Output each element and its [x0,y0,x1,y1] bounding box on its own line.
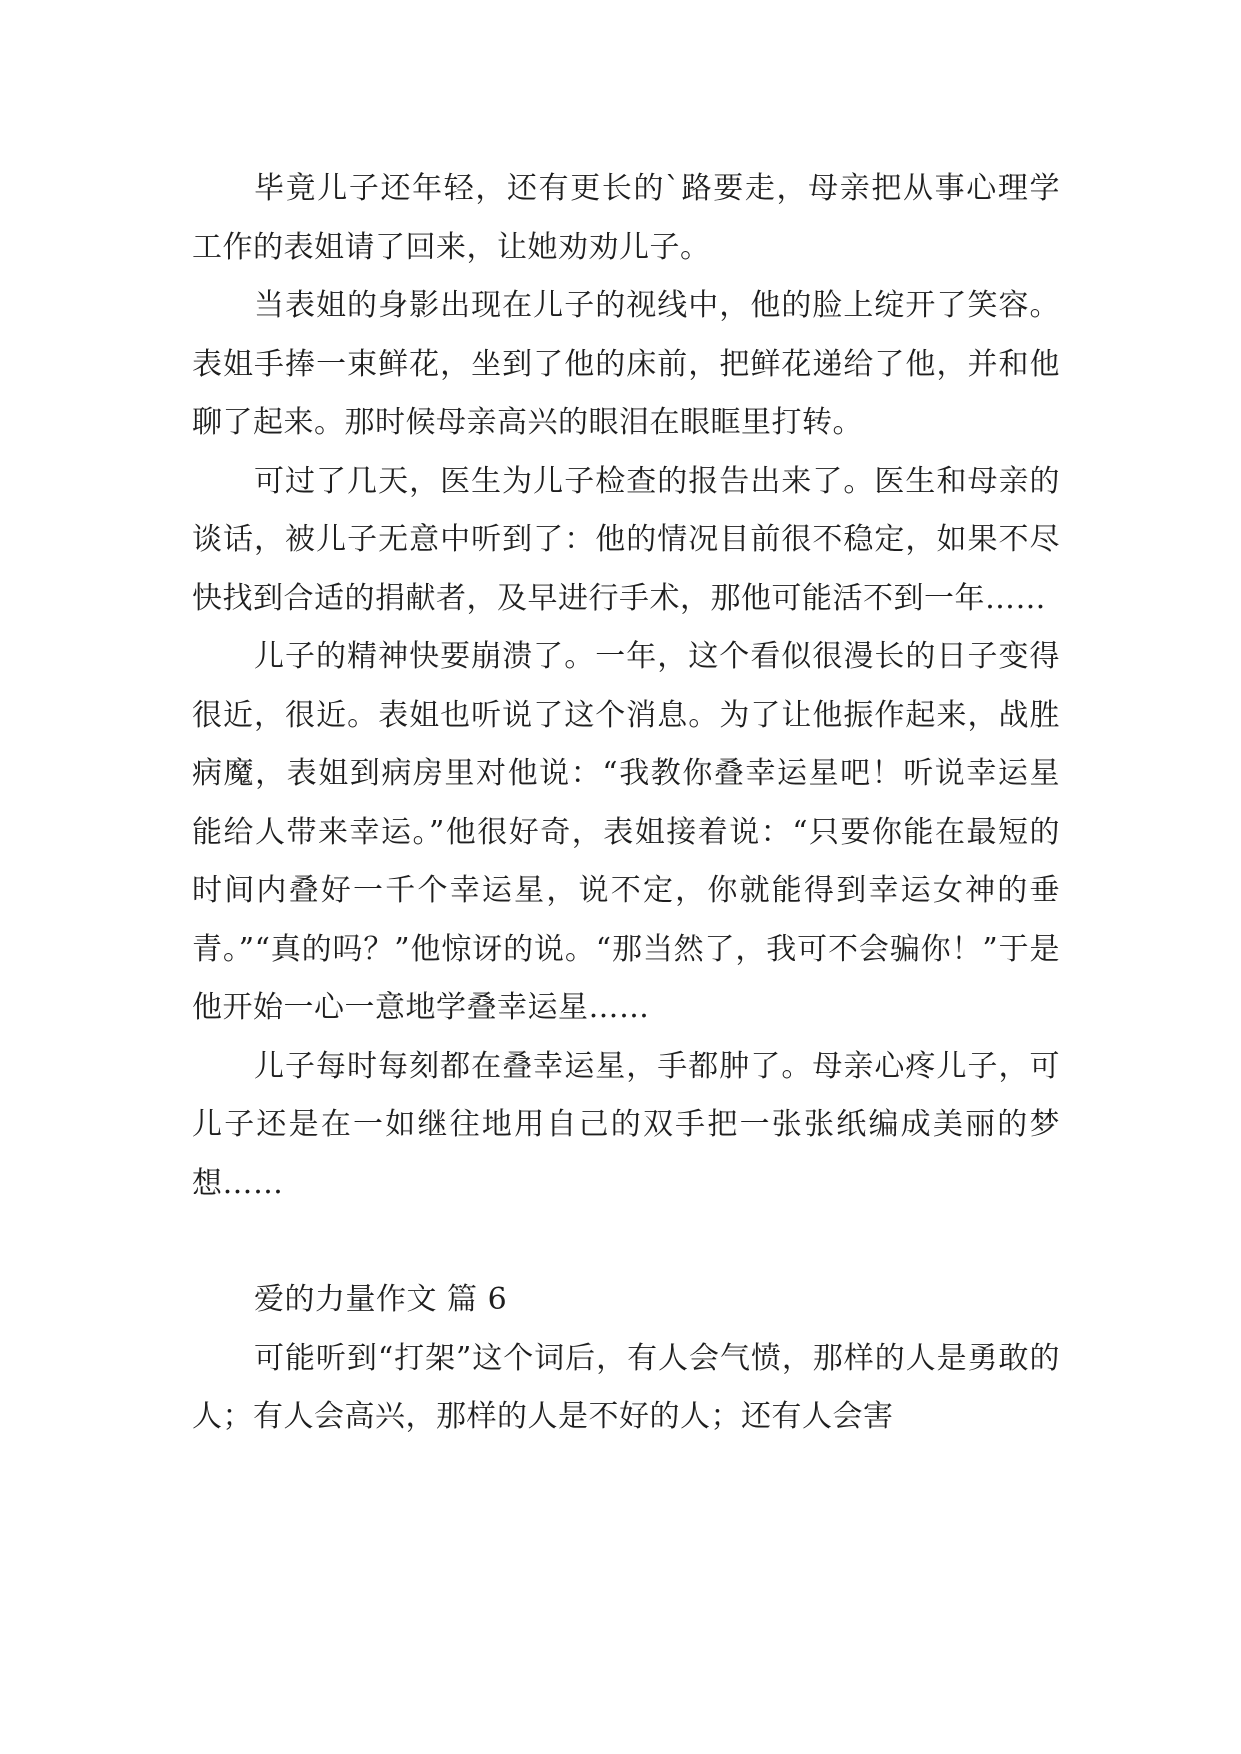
document-body [192,160,1060,1447]
paragraph: 儿子每时每刻都在叠幸运星，手都肿了。母亲心疼儿子，可儿子还是在一如继往地用自己的双手把一张张纸编成美丽的梦想…… [192,1048,1060,1201]
paragraph: 儿子的精神快要崩溃了。一年，这个看似很漫长的日子变得很近，很近。表姐也听说了这个消息。为了让他振作起来，战胜病魔，表姐到病房里对他说：“我教你叠幸运星吧！听说幸运星能给人带来幸运。”他很好奇，表姐接着说：“只要你能在最短的时间内叠好一千个幸运星，说不定，你就能得到幸运女神的垂青。”“真的吗？”他惊讶的说。“那当然了，我可不会骗你！”于是他开始一心一意地学叠幸运星…… [192,639,1060,1025]
paragraph: 可能听到“打架”这个词后，有人会气愤，那样的人是勇敢的人；有人会高兴，那样的人是不好的人；还有人会害 [192,1340,1060,1434]
section-heading: 爱的力量作文 篇 6 [254,1282,508,1317]
paragraph: 可过了几天，医生为儿子检查的报告出来了。医生和母亲的谈话，被儿子无意中听到了：他的情况目前很不稳定，如果不尽快找到合适的捐献者，及早进行手术，那他可能活不到一年…… [192,463,1060,616]
paragraph: 毕竟儿子还年轻，还有更长的`路要走，母亲把从事心理学工作的表姐请了回来，让她劝劝儿子。 [192,171,1060,265]
paragraph: 当表姐的身影出现在儿子的视线中，他的脸上绽开了笑容。表姐手捧一束鲜花，坐到了他的床前，把鲜花递给了他，并和他聊了起来。那时候母亲高兴的眼泪在眼眶里打转。 [192,288,1060,440]
